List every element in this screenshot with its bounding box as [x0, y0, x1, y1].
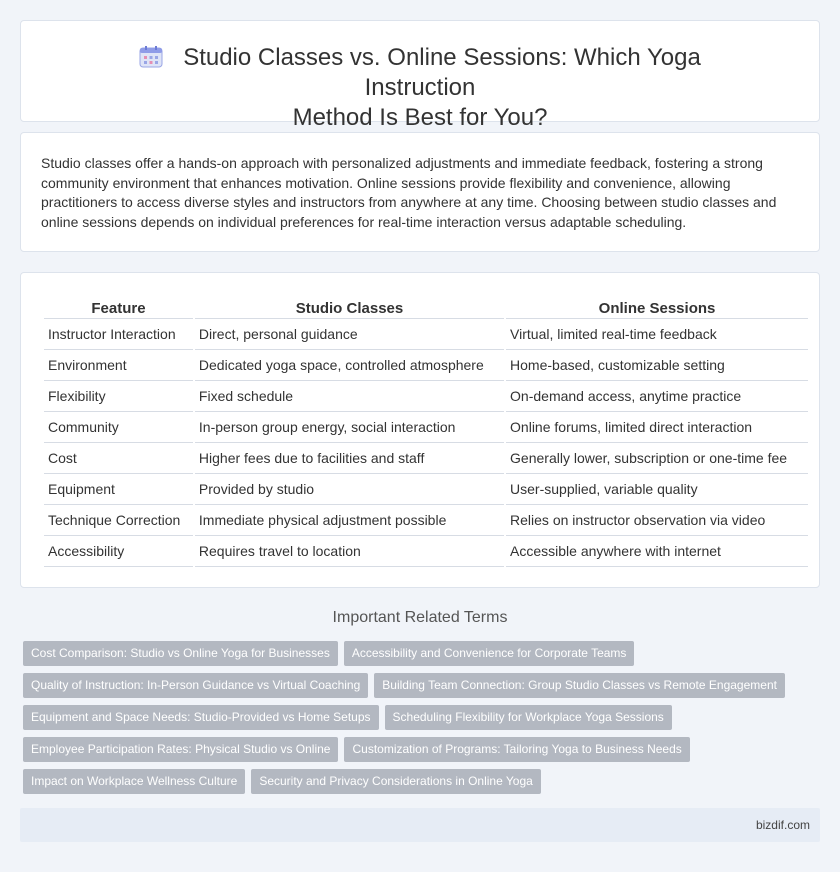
- header-feature: Feature: [44, 295, 193, 319]
- header-online: Online Sessions: [506, 295, 808, 319]
- title-line-2: Method Is Best for You?: [292, 104, 548, 131]
- cell-online: Relies on instructor observation via video: [506, 505, 808, 536]
- related-term-tag[interactable]: Equipment and Space Needs: Studio-Provided vs Home Setups: [23, 705, 379, 730]
- tag-row: [23, 737, 823, 769]
- comparison-table: [42, 295, 810, 567]
- comparison-card: [20, 272, 820, 588]
- related-term-tag[interactable]: Cost Comparison: Studio vs Online Yoga for Businesses: [23, 641, 338, 666]
- related-term-tag[interactable]: Quality of Instruction: In-Person Guidance vs Virtual Coaching: [23, 673, 368, 698]
- cell-feature: Equipment: [44, 474, 193, 505]
- related-term-tag[interactable]: Employee Participation Rates: Physical Studio vs Online: [23, 737, 338, 762]
- cell-studio: Fixed schedule: [195, 381, 504, 412]
- cell-online: Home-based, customizable setting: [506, 350, 808, 381]
- cell-online: User-supplied, variable quality: [506, 474, 808, 505]
- table-header-row: [44, 295, 808, 319]
- tag-row: [23, 673, 823, 705]
- related-term-tag[interactable]: Accessibility and Convenience for Corporate Teams: [344, 641, 635, 666]
- cell-online: Online forums, limited direct interaction: [506, 412, 808, 443]
- tag-row: [23, 769, 823, 801]
- cell-studio: Provided by studio: [195, 474, 504, 505]
- cell-studio: In-person group energy, social interaction: [195, 412, 504, 443]
- cell-feature: Accessibility: [44, 536, 193, 567]
- cell-online: Accessible anywhere with internet: [506, 536, 808, 567]
- related-terms-heading: Important Related Terms: [332, 609, 508, 626]
- table-row: [44, 474, 808, 505]
- tag-row: [23, 641, 823, 673]
- table-row: [44, 505, 808, 536]
- related-term-tag[interactable]: Impact on Workplace Wellness Culture: [23, 769, 245, 794]
- cell-feature: Technique Correction: [44, 505, 193, 536]
- footer-site-link[interactable]: bizdif.com: [755, 818, 810, 832]
- calendar-icon: [139, 46, 163, 68]
- title-line-1: Studio Classes vs. Online Sessions: Which Yoga Instruction: [183, 44, 701, 101]
- cell-feature: Community: [44, 412, 193, 443]
- cell-online: Generally lower, subscription or one-time fee: [506, 443, 808, 474]
- table-row: [44, 381, 808, 412]
- related-terms-list: [23, 641, 823, 801]
- table-row: [44, 350, 808, 381]
- table-row: [44, 412, 808, 443]
- cell-feature: Environment: [44, 350, 193, 381]
- cell-feature: Instructor Interaction: [44, 319, 193, 350]
- table-row: [44, 536, 808, 567]
- cell-studio: Direct, personal guidance: [195, 319, 504, 350]
- cell-studio: Higher fees due to facilities and staff: [195, 443, 504, 474]
- intro-paragraph: Studio classes offer a hands-on approach with personalized adjustments and immediate feedback, fostering a strong community environment that enhances motivation. Online sessions provide flexibility and convenience, allowing practitioners to access diverse styles and instructors from anywhere at any time. Choosing between studio classes and online sessions depends on individual preferences for real-time interaction versus adaptable scheduling.: [41, 155, 777, 230]
- table-row: [44, 319, 808, 350]
- cell-feature: Flexibility: [44, 381, 193, 412]
- header-studio: Studio Classes: [195, 295, 504, 319]
- cell-online: On-demand access, anytime practice: [506, 381, 808, 412]
- cell-studio: Dedicated yoga space, controlled atmosphere: [195, 350, 504, 381]
- cell-studio: Immediate physical adjustment possible: [195, 505, 504, 536]
- page-title: [21, 43, 819, 133]
- related-term-tag[interactable]: Scheduling Flexibility for Workplace Yoga Sessions: [385, 705, 672, 730]
- cell-online: Virtual, limited real-time feedback: [506, 319, 808, 350]
- tag-row: [23, 705, 823, 737]
- table-row: [44, 443, 808, 474]
- cell-studio: Requires travel to location: [195, 536, 504, 567]
- cell-feature: Cost: [44, 443, 193, 474]
- related-term-tag[interactable]: Building Team Connection: Group Studio Classes vs Remote Engagement: [374, 673, 785, 698]
- intro-card: [20, 132, 820, 252]
- footer: [20, 808, 820, 842]
- related-term-tag[interactable]: Customization of Programs: Tailoring Yoga to Business Needs: [344, 737, 689, 762]
- related-term-tag[interactable]: Security and Privacy Considerations in Online Yoga: [251, 769, 541, 794]
- title-card: [20, 20, 820, 131]
